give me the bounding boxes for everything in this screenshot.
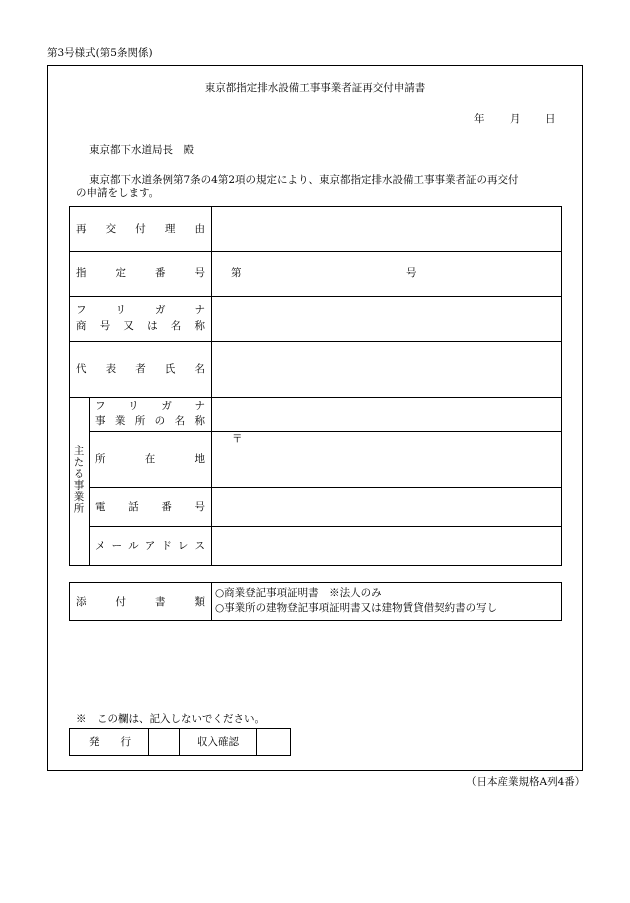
postal-mark: 〒 xyxy=(232,433,243,445)
row-divider xyxy=(89,431,562,432)
table-column-divider xyxy=(211,206,212,566)
furigana-label: フ リ ガ ナ xyxy=(76,304,205,316)
reason-label: 再 交 付 理 由 xyxy=(76,223,205,235)
designation-prefix: 第 xyxy=(231,267,242,279)
date-day-label: 日 xyxy=(545,113,556,125)
row-divider xyxy=(89,526,562,527)
designation-suffix: 号 xyxy=(406,267,417,279)
intro-line-1: 東京都下水道条例第7条の4第2項の規定により、東京都指定排水設備工事事業者証の再交付 xyxy=(89,174,519,186)
reason-field[interactable] xyxy=(213,208,560,249)
row-divider xyxy=(69,296,562,297)
form-title: 東京都指定排水設備工事事業者証再交付申請書 xyxy=(204,82,426,94)
attachments-label: 添 付 書 類 xyxy=(76,596,205,608)
email-label: メ ー ル ア ド レ ス xyxy=(95,540,205,552)
intro-line-2: の申請をします。 xyxy=(76,187,160,199)
row-divider xyxy=(69,397,562,398)
office-name-label: 事 業 所 の 名 称 xyxy=(95,415,205,427)
office-use-divider xyxy=(256,728,257,756)
trade-name-field[interactable] xyxy=(213,298,560,339)
trade-name-label: 商 号 又 は 名 称 xyxy=(76,320,205,332)
attachments-divider xyxy=(211,582,212,621)
phone-field[interactable] xyxy=(213,489,560,524)
email-field[interactable] xyxy=(213,528,560,564)
address-label: 所 在 地 xyxy=(95,453,205,465)
row-divider xyxy=(69,341,562,342)
main-office-label: 主たる事業所 xyxy=(72,445,85,514)
office-use-divider xyxy=(148,728,149,756)
receipt-check-label: 収入確認 xyxy=(197,736,239,748)
phone-label: 電 話 番 号 xyxy=(95,501,205,513)
office-use-note: ※ この欄は、記入しないでください。 xyxy=(76,713,265,725)
date-month-label: 月 xyxy=(510,113,521,125)
designation-number-field[interactable] xyxy=(245,253,403,294)
office-name-field[interactable] xyxy=(213,399,560,429)
row-divider xyxy=(69,251,562,252)
attachment-item-1: ○商業登記事項証明書 ※法人のみ xyxy=(215,587,382,599)
designation-number-label: 指 定 番 号 xyxy=(76,267,205,279)
row-divider xyxy=(89,487,562,488)
issue-label: 発 行 xyxy=(89,736,131,748)
addressee: 東京都下水道局長 殿 xyxy=(89,144,194,156)
office-furigana-label: フ リ ガ ナ xyxy=(95,400,205,412)
representative-label: 代 表 者 氏 名 xyxy=(76,363,205,375)
office-group-divider xyxy=(89,397,90,566)
date-year-label: 年 xyxy=(474,113,485,125)
attachment-item-2: ○事業所の建物登記事項証明書又は建物賃貸借契約書の写し xyxy=(215,602,498,614)
address-field[interactable] xyxy=(213,433,560,485)
representative-field[interactable] xyxy=(213,343,560,395)
standard-note: （日本産業規格A列4番） xyxy=(466,776,586,788)
form-number: 第3号様式(第5条関係) xyxy=(47,47,153,59)
